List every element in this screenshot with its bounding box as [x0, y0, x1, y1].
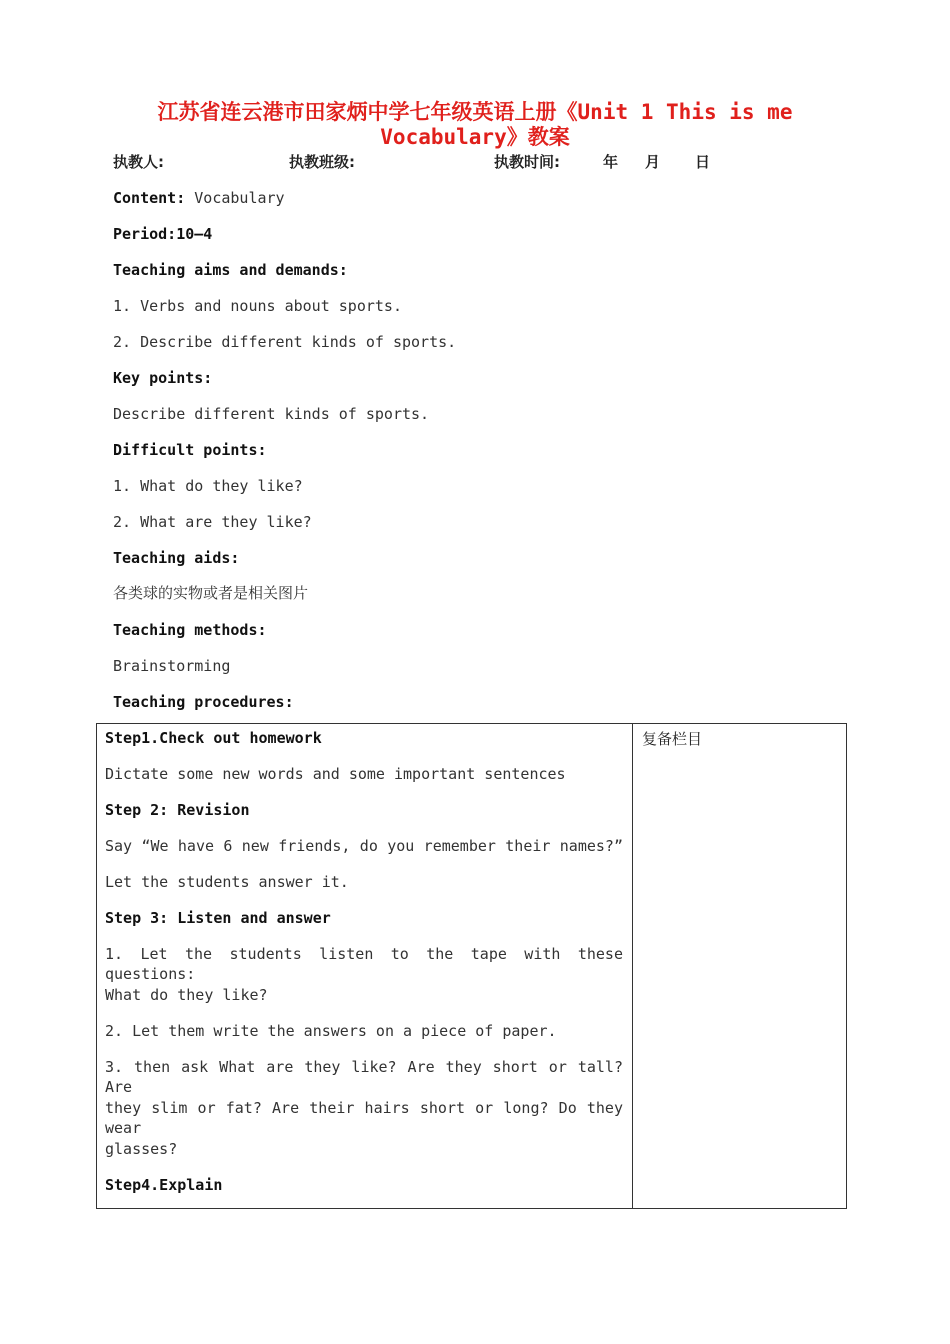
class-label: 执教班级: [289, 153, 355, 171]
step2-text-1: Say “We have 6 new friends, do you remember their names?” [105, 837, 623, 855]
content-line [113, 188, 285, 208]
step3-item-2: 2. Let them write the answers on a piece of paper. [105, 1022, 557, 1040]
review-column-label: 复备栏目 [642, 730, 703, 748]
table-column-divider [632, 724, 633, 1208]
step4-title: Step4.Explain [105, 1176, 223, 1194]
aims-item-2: 2. Describe different kinds of sports. [113, 333, 457, 351]
step1-text: Dictate some new words and some important sentences [105, 765, 566, 783]
document-title-line1: 江苏省连云港市田家炳中学七年级英语上册《Unit 1 This is me [157, 100, 793, 124]
step3-item-3b: they slim or fat? Are their hairs short or long? Do they wear [105, 1099, 623, 1137]
step3-title: Step 3: Listen and answer [105, 909, 331, 927]
aims-heading: Teaching aims and demands: [113, 261, 348, 279]
step3-item-1a: 1. Let the students listen to the tape with these questions: [105, 945, 623, 983]
year-label: 年 [603, 153, 619, 171]
month-label: 月 [645, 153, 661, 171]
procedures-heading: Teaching procedures: [113, 693, 294, 711]
step2-text-2: Let the students answer it. [105, 873, 349, 891]
teacher-label: 执教人: [113, 153, 164, 171]
aims-item-1: 1. Verbs and nouns about sports. [113, 297, 402, 315]
step1-title: Step1.Check out homework [105, 729, 322, 747]
procedures-table [96, 723, 847, 1209]
step2-title: Step 2: Revision [105, 801, 250, 819]
period-line: Period:10—4 [113, 225, 213, 243]
lesson-meta-row [113, 151, 753, 173]
content-label: Content: [113, 189, 186, 207]
difficult-points-heading: Difficult points: [113, 441, 267, 459]
document-title-line2: Vocabulary》教案 [380, 125, 570, 149]
day-label: 日 [695, 153, 711, 171]
aids-text: 各类球的实物或者是相关图片 [113, 584, 309, 602]
content-value: Vocabulary [194, 189, 285, 207]
step3-item-3c: glasses? [105, 1140, 178, 1158]
difficult-item-2: 2. What are they like? [113, 513, 312, 531]
key-points-heading: Key points: [113, 369, 213, 387]
step3-item-1b: What do they like? [105, 986, 268, 1004]
methods-heading: Teaching methods: [113, 621, 267, 639]
key-points-text: Describe different kinds of sports. [113, 405, 430, 423]
difficult-item-1: 1. What do they like? [113, 477, 303, 495]
methods-text: Brainstorming [113, 657, 231, 675]
aids-heading: Teaching aids: [113, 549, 240, 567]
step3-item-3a: 3. then ask What are they like? Are they short or tall? Are [105, 1058, 623, 1096]
time-label: 执教时间: [494, 153, 560, 171]
